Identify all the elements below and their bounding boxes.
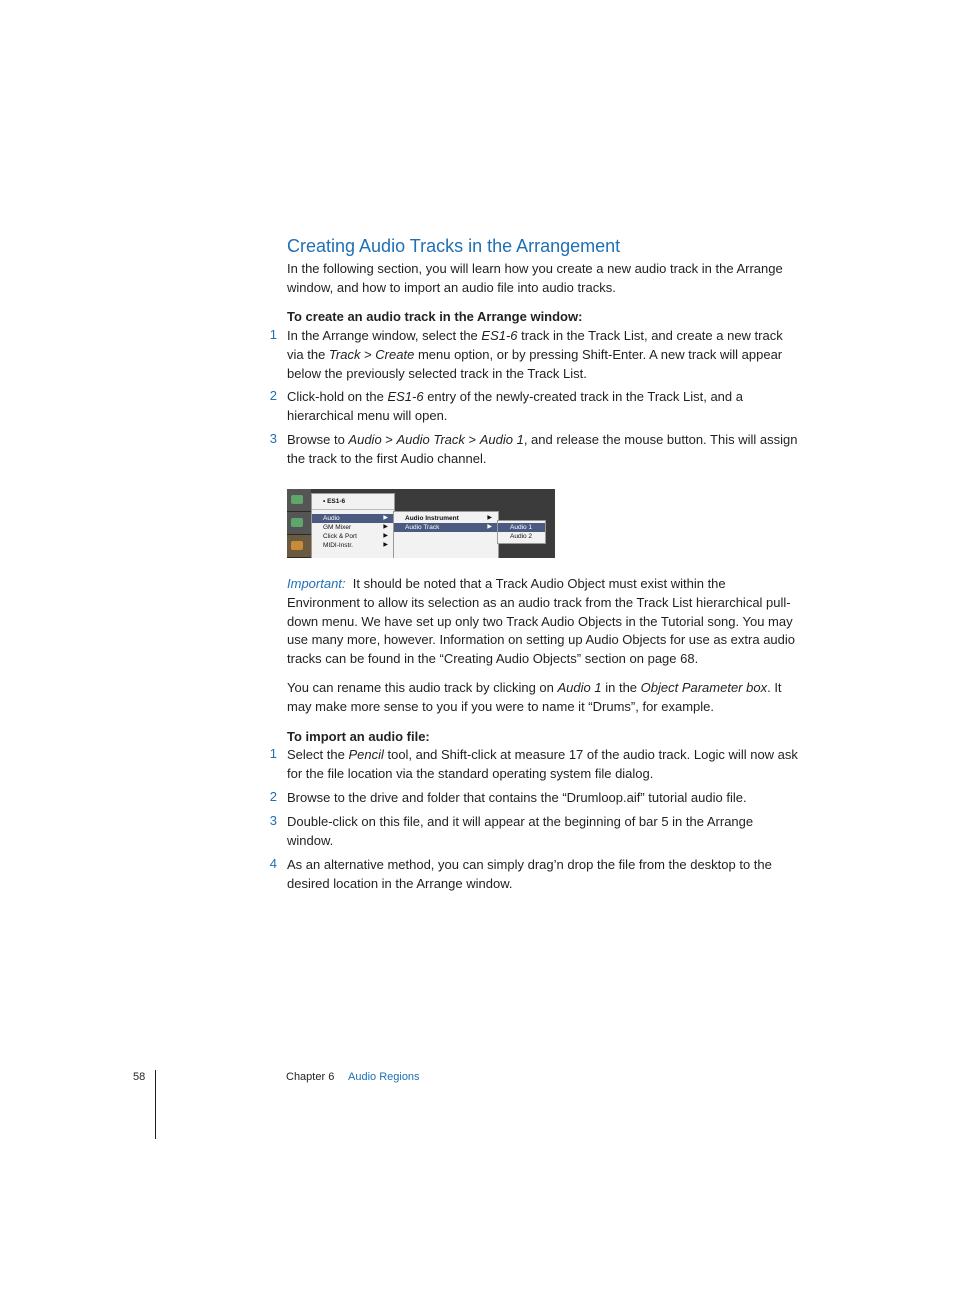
submenu-arrow-icon: ▶ (487, 515, 492, 521)
important-label: Important: (287, 576, 346, 591)
section-heading: Creating Audio Tracks in the Arrangement (287, 236, 621, 256)
chapter-label: Chapter 6 (286, 1071, 335, 1083)
chapter-title: Audio Regions (348, 1071, 420, 1083)
track-popup-menu (311, 493, 395, 558)
menu-item-midi-instr[interactable]: MIDI-Instr. ▶ (323, 542, 388, 549)
menu-item-audio-1[interactable]: Audio 1 (498, 523, 545, 532)
submenu-arrow-icon: ▶ (487, 524, 492, 530)
menu-item-click-port[interactable]: Click & Port ▶ (323, 533, 388, 540)
submenu-arrow-icon: ▶ (383, 542, 388, 548)
create-procedure-heading: To create an audio track in the Arrange window: (287, 309, 583, 324)
audio-submenu (393, 511, 499, 558)
important-note: Important: It should be noted that a Track Audio Object must exist within the Environment to allow its selection as an audio track from the Track List hierarchical pull-down menu. We have set up only two Track Audio Objects in the Tutorial song. You may use many more, however. Information on setting up Audio Objects for use as extra audio tracks can be found in the “Creating Audio Objects” section on page 68. (287, 576, 796, 667)
import-procedure-heading: To import an audio file: (287, 729, 430, 744)
menu-item-audio-instrument[interactable]: Audio Instrument ▶ (405, 515, 492, 522)
intro-paragraph: In the following section, you will learn how you create a new audio track in the Arrange window, and how to import an audio file into audio tracks. (287, 261, 783, 295)
track-thumbnail (287, 489, 311, 512)
submenu-arrow-icon: ▶ (383, 515, 388, 521)
track-thumbnail (287, 535, 311, 558)
menu-title: • ES1-6 (323, 498, 346, 505)
menu-item-audio[interactable]: Audio ▶ (312, 514, 394, 523)
menu-item-gm-mixer[interactable]: GM Mixer ▶ (323, 524, 388, 531)
menu-item-audio-2[interactable]: Audio 2 (510, 533, 533, 540)
submenu-arrow-icon: ▶ (383, 524, 388, 530)
hierarchical-menu-screenshot (287, 489, 555, 558)
rename-paragraph: You can rename this audio track by clicking on Audio 1 in the Object Parameter box. It may make more sense to you if you were to name it “Drums”, for example. (287, 680, 782, 714)
menu-item-audio-track[interactable]: Audio Track ▶ (394, 523, 498, 532)
audio-track-submenu (497, 520, 546, 544)
footer-divider (155, 1070, 156, 1139)
submenu-arrow-icon: ▶ (383, 533, 388, 539)
track-thumbnail (287, 512, 311, 535)
page-number: 58 (133, 1071, 146, 1083)
